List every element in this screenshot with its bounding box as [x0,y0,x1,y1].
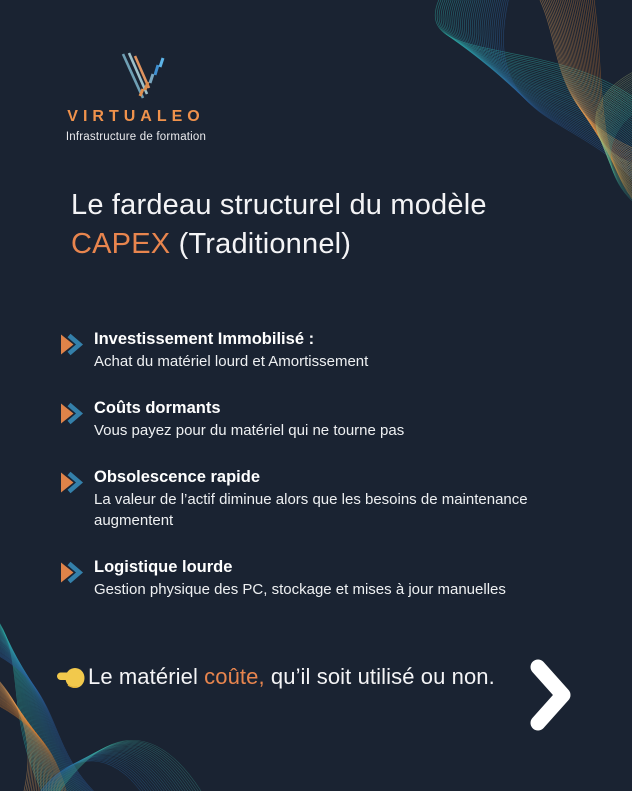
bullet-list [58,329,578,600]
bullet-text [94,467,576,531]
bullet-text [94,329,576,372]
next-slide-button[interactable] [527,658,575,732]
takeaway-before: Le matériel [88,664,205,689]
bullet-body: La valeur de l’actif diminue alors que les besoins de maintenance augmentent [94,491,528,529]
virtualeo-v-mark-icon [107,52,165,106]
bullet-body: Gestion physique des PC, stockage et mises à jour manuelles [94,581,506,598]
wave-decoration-bottom-left [0,591,280,791]
takeaway-line [57,664,517,690]
title-line1: Le fardeau structurel du modèle [71,189,487,221]
bullet-body: Vous payez pour du matériel qui ne tourne pas [94,422,405,439]
bullet-text [94,557,576,600]
title-line2-rest: (Traditionnel) [170,228,352,260]
takeaway-highlight: coûte, [204,664,265,689]
page-title [71,186,591,264]
list-item [58,398,578,441]
list-item [58,467,578,531]
bullet-heading: Logistique lourde [94,558,233,576]
list-item [58,557,578,600]
double-chevron-right-icon [58,400,85,427]
wave-decoration-top-right [392,0,632,215]
takeaway-after: qu’il soit utilisé ou non. [264,664,495,689]
list-item [58,329,578,372]
double-chevron-right-icon [58,559,85,586]
double-chevron-right-icon [58,469,85,496]
title-highlight: CAPEX [71,228,171,260]
brand-tagline: Infrastructure de formation [65,131,207,143]
double-chevron-right-icon [58,331,85,358]
bullet-text [94,398,576,441]
bullet-heading: Coûts dormants [94,399,221,417]
brand-name: VIRTUALEO [67,108,205,125]
bullet-heading: Obsolescence rapide [94,468,260,486]
logo [58,52,214,143]
pointing-left-hand-icon [57,664,85,690]
bullet-body: Achat du matériel lourd et Amortissement [94,353,369,370]
chevron-right-icon [527,658,575,732]
bullet-heading: Investissement Immobilisé : [94,330,315,348]
takeaway-text [88,664,495,690]
